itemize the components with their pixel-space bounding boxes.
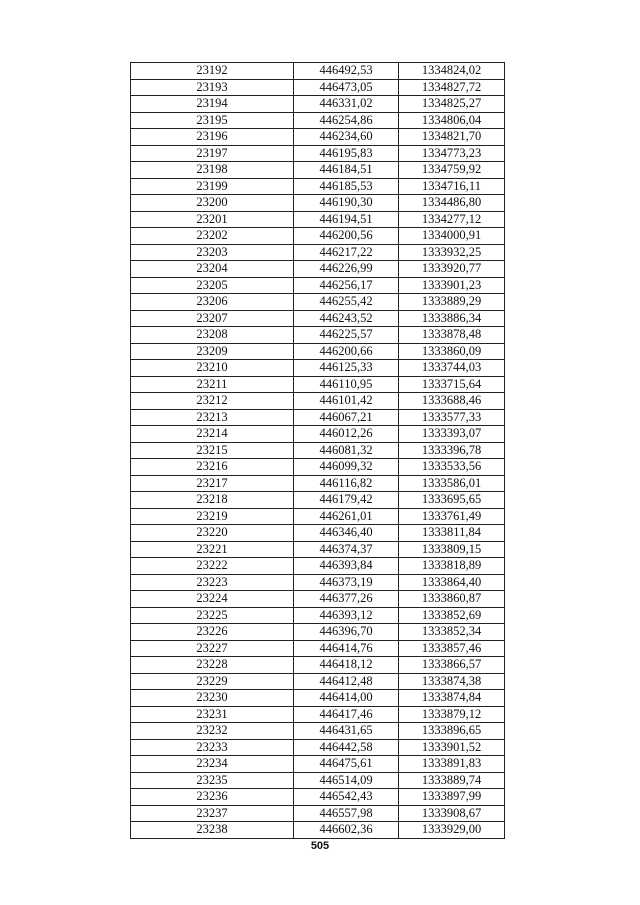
- point-number-cell: 23200: [131, 195, 294, 212]
- table-row: [131, 244, 505, 261]
- table-row: [131, 789, 505, 806]
- y-coordinate-cell: 1333744,03: [399, 360, 505, 377]
- point-number-cell: 23193: [131, 79, 294, 96]
- y-coordinate-cell: 1333809,15: [399, 541, 505, 558]
- x-coordinate-cell: 446442,58: [294, 739, 399, 756]
- x-coordinate-cell: 446217,22: [294, 244, 399, 261]
- y-coordinate-cell: 1333889,29: [399, 294, 505, 311]
- coordinates-table-body: [131, 63, 505, 839]
- x-coordinate-cell: 446473,05: [294, 79, 399, 96]
- y-coordinate-cell: 1334806,04: [399, 112, 505, 129]
- y-coordinate-cell: 1333891,83: [399, 756, 505, 773]
- table-row: [131, 343, 505, 360]
- point-number-cell: 23214: [131, 426, 294, 443]
- y-coordinate-cell: 1333577,33: [399, 409, 505, 426]
- table-row: [131, 558, 505, 575]
- y-coordinate-cell: 1334773,23: [399, 145, 505, 162]
- x-coordinate-cell: 446373,19: [294, 574, 399, 591]
- table-row: [131, 657, 505, 674]
- table-row: [131, 228, 505, 245]
- point-number-cell: 23192: [131, 63, 294, 80]
- point-number-cell: 23210: [131, 360, 294, 377]
- point-number-cell: 23196: [131, 129, 294, 146]
- y-coordinate-cell: 1333688,46: [399, 393, 505, 410]
- table-row: [131, 145, 505, 162]
- y-coordinate-cell: 1334827,72: [399, 79, 505, 96]
- x-coordinate-cell: 446475,61: [294, 756, 399, 773]
- table-row: [131, 261, 505, 278]
- y-coordinate-cell: 1334486,80: [399, 195, 505, 212]
- table-row: [131, 525, 505, 542]
- table-row: [131, 508, 505, 525]
- x-coordinate-cell: 446374,37: [294, 541, 399, 558]
- y-coordinate-cell: 1333929,00: [399, 822, 505, 839]
- y-coordinate-cell: 1334825,27: [399, 96, 505, 113]
- y-coordinate-cell: 1333818,89: [399, 558, 505, 575]
- x-coordinate-cell: 446099,32: [294, 459, 399, 476]
- point-number-cell: 23221: [131, 541, 294, 558]
- point-number-cell: 23232: [131, 723, 294, 740]
- x-coordinate-cell: 446377,26: [294, 591, 399, 608]
- x-coordinate-cell: 446200,56: [294, 228, 399, 245]
- table-row: [131, 294, 505, 311]
- point-number-cell: 23236: [131, 789, 294, 806]
- point-number-cell: 23204: [131, 261, 294, 278]
- table-row: [131, 211, 505, 228]
- y-coordinate-cell: 1334759,92: [399, 162, 505, 179]
- table-row: [131, 591, 505, 608]
- point-number-cell: 23194: [131, 96, 294, 113]
- x-coordinate-cell: 446412,48: [294, 673, 399, 690]
- table-row: [131, 492, 505, 509]
- point-number-cell: 23199: [131, 178, 294, 195]
- point-number-cell: 23235: [131, 772, 294, 789]
- point-number-cell: 23234: [131, 756, 294, 773]
- x-coordinate-cell: 446255,42: [294, 294, 399, 311]
- point-number-cell: 23230: [131, 690, 294, 707]
- point-number-cell: 23203: [131, 244, 294, 261]
- y-coordinate-cell: 1334000,91: [399, 228, 505, 245]
- y-coordinate-cell: 1333761,49: [399, 508, 505, 525]
- y-coordinate-cell: 1333860,87: [399, 591, 505, 608]
- point-number-cell: 23215: [131, 442, 294, 459]
- point-number-cell: 23213: [131, 409, 294, 426]
- table-row: [131, 640, 505, 657]
- point-number-cell: 23238: [131, 822, 294, 839]
- y-coordinate-cell: 1333852,69: [399, 607, 505, 624]
- point-number-cell: 23223: [131, 574, 294, 591]
- point-number-cell: 23216: [131, 459, 294, 476]
- y-coordinate-cell: 1333908,67: [399, 805, 505, 822]
- y-coordinate-cell: 1334277,12: [399, 211, 505, 228]
- y-coordinate-cell: 1333874,38: [399, 673, 505, 690]
- y-coordinate-cell: 1333889,74: [399, 772, 505, 789]
- point-number-cell: 23201: [131, 211, 294, 228]
- y-coordinate-cell: 1333896,65: [399, 723, 505, 740]
- table-row: [131, 574, 505, 591]
- point-number-cell: 23209: [131, 343, 294, 360]
- table-row: [131, 475, 505, 492]
- point-number-cell: 23233: [131, 739, 294, 756]
- y-coordinate-cell: 1333886,34: [399, 310, 505, 327]
- x-coordinate-cell: 446557,98: [294, 805, 399, 822]
- point-number-cell: 23205: [131, 277, 294, 294]
- x-coordinate-cell: 446414,76: [294, 640, 399, 657]
- y-coordinate-cell: 1333396,78: [399, 442, 505, 459]
- table-row: [131, 112, 505, 129]
- point-number-cell: 23218: [131, 492, 294, 509]
- table-row: [131, 690, 505, 707]
- y-coordinate-cell: 1333878,48: [399, 327, 505, 344]
- x-coordinate-cell: 446418,12: [294, 657, 399, 674]
- point-number-cell: 23224: [131, 591, 294, 608]
- y-coordinate-cell: 1333811,84: [399, 525, 505, 542]
- point-number-cell: 23207: [131, 310, 294, 327]
- table-row: [131, 393, 505, 410]
- point-number-cell: 23195: [131, 112, 294, 129]
- point-number-cell: 23212: [131, 393, 294, 410]
- y-coordinate-cell: 1333715,64: [399, 376, 505, 393]
- table-row: [131, 310, 505, 327]
- y-coordinate-cell: 1333874,84: [399, 690, 505, 707]
- x-coordinate-cell: 446234,60: [294, 129, 399, 146]
- x-coordinate-cell: 446195,83: [294, 145, 399, 162]
- x-coordinate-cell: 446081,32: [294, 442, 399, 459]
- page-number: 505: [310, 840, 330, 852]
- x-coordinate-cell: 446261,01: [294, 508, 399, 525]
- table-row: [131, 607, 505, 624]
- y-coordinate-cell: 1333864,40: [399, 574, 505, 591]
- table-row: [131, 195, 505, 212]
- y-coordinate-cell: 1333857,46: [399, 640, 505, 657]
- x-coordinate-cell: 446116,82: [294, 475, 399, 492]
- table-row: [131, 409, 505, 426]
- x-coordinate-cell: 446125,33: [294, 360, 399, 377]
- x-coordinate-cell: 446431,65: [294, 723, 399, 740]
- table-row: [131, 772, 505, 789]
- x-coordinate-cell: 446417,46: [294, 706, 399, 723]
- x-coordinate-cell: 446396,70: [294, 624, 399, 641]
- point-number-cell: 23227: [131, 640, 294, 657]
- y-coordinate-cell: 1333586,01: [399, 475, 505, 492]
- y-coordinate-cell: 1333866,57: [399, 657, 505, 674]
- point-number-cell: 23198: [131, 162, 294, 179]
- x-coordinate-cell: 446393,84: [294, 558, 399, 575]
- y-coordinate-cell: 1333897,99: [399, 789, 505, 806]
- table-row: [131, 459, 505, 476]
- x-coordinate-cell: 446602,36: [294, 822, 399, 839]
- table-row: [131, 739, 505, 756]
- table-row: [131, 327, 505, 344]
- table-row: [131, 426, 505, 443]
- x-coordinate-cell: 446226,99: [294, 261, 399, 278]
- y-coordinate-cell: 1333901,23: [399, 277, 505, 294]
- table-row: [131, 360, 505, 377]
- table-row: [131, 673, 505, 690]
- point-number-cell: 23226: [131, 624, 294, 641]
- x-coordinate-cell: 446012,26: [294, 426, 399, 443]
- point-number-cell: 23206: [131, 294, 294, 311]
- y-coordinate-cell: 1334824,02: [399, 63, 505, 80]
- x-coordinate-cell: 446200,66: [294, 343, 399, 360]
- y-coordinate-cell: 1333695,65: [399, 492, 505, 509]
- point-number-cell: 23225: [131, 607, 294, 624]
- y-coordinate-cell: 1333920,77: [399, 261, 505, 278]
- x-coordinate-cell: 446542,43: [294, 789, 399, 806]
- x-coordinate-cell: 446243,52: [294, 310, 399, 327]
- x-coordinate-cell: 446067,21: [294, 409, 399, 426]
- table-row: [131, 129, 505, 146]
- x-coordinate-cell: 446393,12: [294, 607, 399, 624]
- y-coordinate-cell: 1333852,34: [399, 624, 505, 641]
- table-row: [131, 706, 505, 723]
- x-coordinate-cell: 446331,02: [294, 96, 399, 113]
- point-number-cell: 23231: [131, 706, 294, 723]
- table-row: [131, 277, 505, 294]
- table-row: [131, 442, 505, 459]
- x-coordinate-cell: 446179,42: [294, 492, 399, 509]
- x-coordinate-cell: 446184,51: [294, 162, 399, 179]
- table-row: [131, 805, 505, 822]
- table-row: [131, 756, 505, 773]
- y-coordinate-cell: 1333879,12: [399, 706, 505, 723]
- coordinates-table: [130, 62, 505, 839]
- point-number-cell: 23220: [131, 525, 294, 542]
- x-coordinate-cell: 446110,95: [294, 376, 399, 393]
- table-row: [131, 63, 505, 80]
- x-coordinate-cell: 446194,51: [294, 211, 399, 228]
- x-coordinate-cell: 446101,42: [294, 393, 399, 410]
- point-number-cell: 23208: [131, 327, 294, 344]
- x-coordinate-cell: 446492,53: [294, 63, 399, 80]
- point-number-cell: 23228: [131, 657, 294, 674]
- point-number-cell: 23237: [131, 805, 294, 822]
- point-number-cell: 23211: [131, 376, 294, 393]
- point-number-cell: 23202: [131, 228, 294, 245]
- point-number-cell: 23219: [131, 508, 294, 525]
- table-row: [131, 723, 505, 740]
- x-coordinate-cell: 446256,17: [294, 277, 399, 294]
- table-row: [131, 162, 505, 179]
- table-row: [131, 541, 505, 558]
- y-coordinate-cell: 1333901,52: [399, 739, 505, 756]
- point-number-cell: 23222: [131, 558, 294, 575]
- y-coordinate-cell: 1334821,70: [399, 129, 505, 146]
- y-coordinate-cell: 1333860,09: [399, 343, 505, 360]
- y-coordinate-cell: 1333932,25: [399, 244, 505, 261]
- point-number-cell: 23197: [131, 145, 294, 162]
- point-number-cell: 23217: [131, 475, 294, 492]
- table-row: [131, 96, 505, 113]
- y-coordinate-cell: 1333393,07: [399, 426, 505, 443]
- y-coordinate-cell: 1333533,56: [399, 459, 505, 476]
- x-coordinate-cell: 446190,30: [294, 195, 399, 212]
- y-coordinate-cell: 1334716,11: [399, 178, 505, 195]
- point-number-cell: 23229: [131, 673, 294, 690]
- x-coordinate-cell: 446185,53: [294, 178, 399, 195]
- table-row: [131, 376, 505, 393]
- table-row: [131, 822, 505, 839]
- x-coordinate-cell: 446346,40: [294, 525, 399, 542]
- table-row: [131, 79, 505, 96]
- table-row: [131, 178, 505, 195]
- x-coordinate-cell: 446254,86: [294, 112, 399, 129]
- x-coordinate-cell: 446514,09: [294, 772, 399, 789]
- table-row: [131, 624, 505, 641]
- x-coordinate-cell: 446225,57: [294, 327, 399, 344]
- x-coordinate-cell: 446414,00: [294, 690, 399, 707]
